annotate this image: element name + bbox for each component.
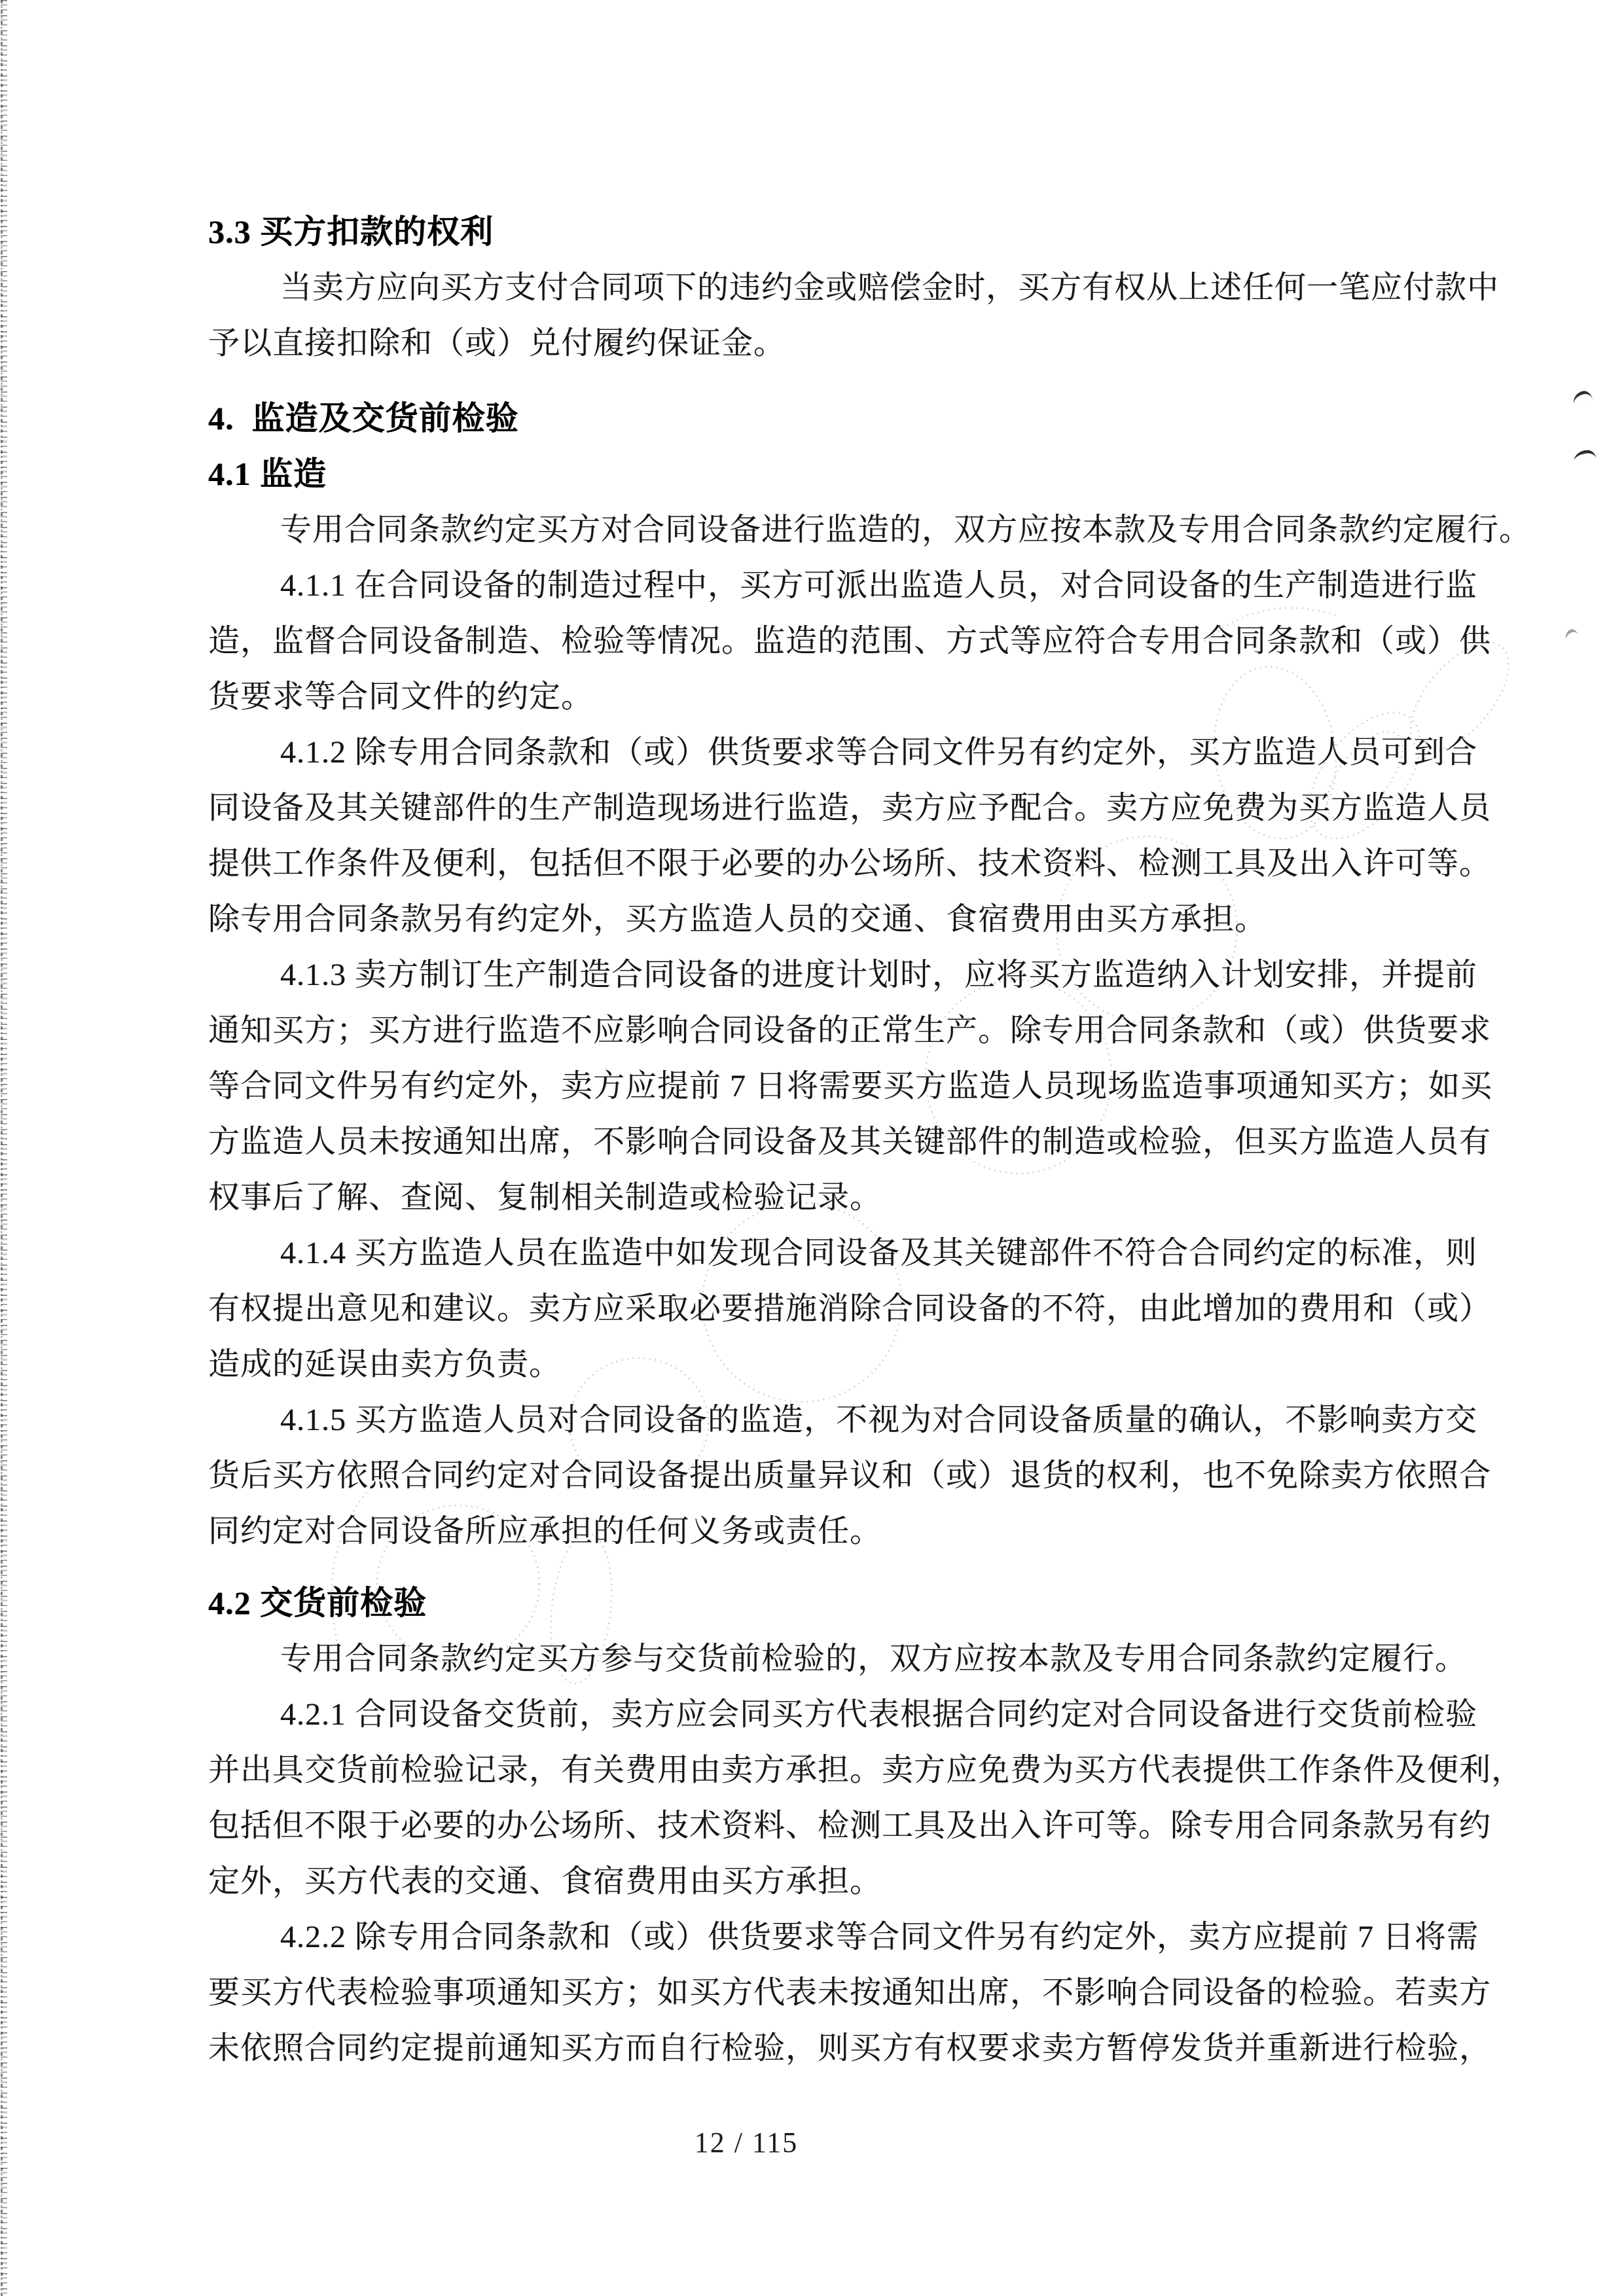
paragraph-line: 当卖方应向买方支付合同项下的违约金或赔偿金时，买方有权从上述任何一笔应付款中 [280, 270, 1500, 305]
scan-artifact-left-edge [1, 0, 7, 2296]
paragraph-line: 4.2.2 除专用合同条款和（或）供货要求等合同文件另有约定外，卖方应提前 7 日将需 [280, 1920, 1479, 1954]
section-heading: 4. 监造及交货前检验 [208, 400, 519, 437]
page-number: 12 / 115 [694, 2126, 799, 2159]
scan-artifact-mark [1563, 628, 1578, 641]
paragraph-line: 予以直接扣除和（或）兑付履约保证金。 [208, 326, 786, 361]
paragraph-line: 除专用合同条款另有约定外，买方监造人员的交通、食宿费用由买方承担。 [208, 902, 1267, 937]
paragraph-line: 方监造人员未按通知出席，不影响合同设备及其关键部件的制造或检验，但买方监造人员有 [208, 1124, 1492, 1159]
paragraph-line: 专用合同条款约定买方参与交货前检验的，双方应按本款及专用合同条款约定履行。 [280, 1641, 1468, 1676]
paragraph-line: 4.1.1 在合同设备的制造过程中，买方可派出监造人员，对合同设备的生产制造进行监 [280, 568, 1478, 603]
document-body [208, 204, 1532, 2076]
section-heading: 4.1 监造 [208, 456, 327, 492]
paragraph-line: 未依照合同约定提前通知买方而自行检验，则买方有权要求卖方暂停发货并重新进行检验， [208, 2031, 1492, 2066]
paragraph-line: 同设备及其关键部件的生产制造现场进行监造，卖方应予配合。卖方应免费为买方监造人员 [208, 791, 1492, 825]
paragraph-line: 4.1.2 除专用合同条款和（或）供货要求等合同文件另有约定外，买方监造人员可到合 [280, 735, 1478, 770]
paragraph-line: 4.2.1 合同设备交货前，卖方应会同买方代表根据合同约定对合同设备进行交货前检验 [280, 1697, 1478, 1732]
paragraph-line: 定外，买方代表的交通、食宿费用由买方承担。 [208, 1864, 882, 1899]
paragraph-line: 4.1.3 卖方制订生产制造合同设备的进度计划时，应将买方监造纳入计划安排，并提前 [280, 958, 1478, 992]
paragraph-line: 4.1.4 买方监造人员在监造中如发现合同设备及其关键部件不符合合同约定的标准，则 [280, 1236, 1478, 1270]
scan-artifact-mark [1573, 449, 1596, 461]
section-heading: 4.2 交货前检验 [208, 1585, 427, 1621]
paragraph-line: 4.1.5 买方监造人员对合同设备的监造，不视为对合同设备质量的确认，不影响卖方交 [280, 1403, 1478, 1437]
section-heading: 3.3 买方扣款的权利 [208, 213, 494, 250]
scan-artifact-left-edge-inner [1, 0, 3, 2296]
paragraph-line: 造成的延误由卖方负责。 [208, 1347, 562, 1382]
paragraph-line: 通知买方；买方进行监造不应影响合同设备的正常生产。除专用合同条款和（或）供货要求 [208, 1013, 1492, 1048]
paragraph-line: 权事后了解、查阅、复制相关制造或检验记录。 [208, 1180, 882, 1215]
paragraph-line: 货要求等合同文件的约定。 [208, 679, 594, 714]
scan-artifact-mark [1571, 389, 1593, 405]
paragraph-line: 造，监督合同设备制造、检验等情况。监造的范围、方式等应符合专用合同条款和（或）供 [208, 624, 1492, 658]
paragraph-line: 有权提出意见和建议。卖方应采取必要措施消除合同设备的不符，由此增加的费用和（或） [208, 1291, 1492, 1326]
paragraph-line: 货后买方依照合同约定对合同设备提出质量异议和（或）退货的权利，也不免除卖方依照合 [208, 1458, 1492, 1493]
paragraph-line: 同约定对合同设备所应承担的任何义务或责任。 [208, 1514, 882, 1549]
paragraph-line: 要买方代表检验事项通知买方；如买方代表未按通知出席，不影响合同设备的检验。若卖方 [208, 1975, 1492, 2010]
paragraph-line: 提供工作条件及便利，包括但不限于必要的办公场所、技术资料、检测工具及出入许可等。 [208, 846, 1492, 881]
paragraph-line: 包括但不限于必要的办公场所、技术资料、检测工具及出入许可等。除专用合同条款另有约 [208, 1808, 1492, 1843]
paragraph-line: 专用合同条款约定买方对合同设备进行监造的，双方应按本款及专用合同条款约定履行。 [280, 512, 1532, 547]
paragraph-line: 并出具交货前检验记录，有关费用由卖方承担。卖方应免费为买方代表提供工作条件及便利， [208, 1753, 1524, 1787]
paragraph-line: 等合同文件另有约定外，卖方应提前 7 日将需要买方监造人员现场监造事项通知买方；如买 [208, 1069, 1493, 1103]
